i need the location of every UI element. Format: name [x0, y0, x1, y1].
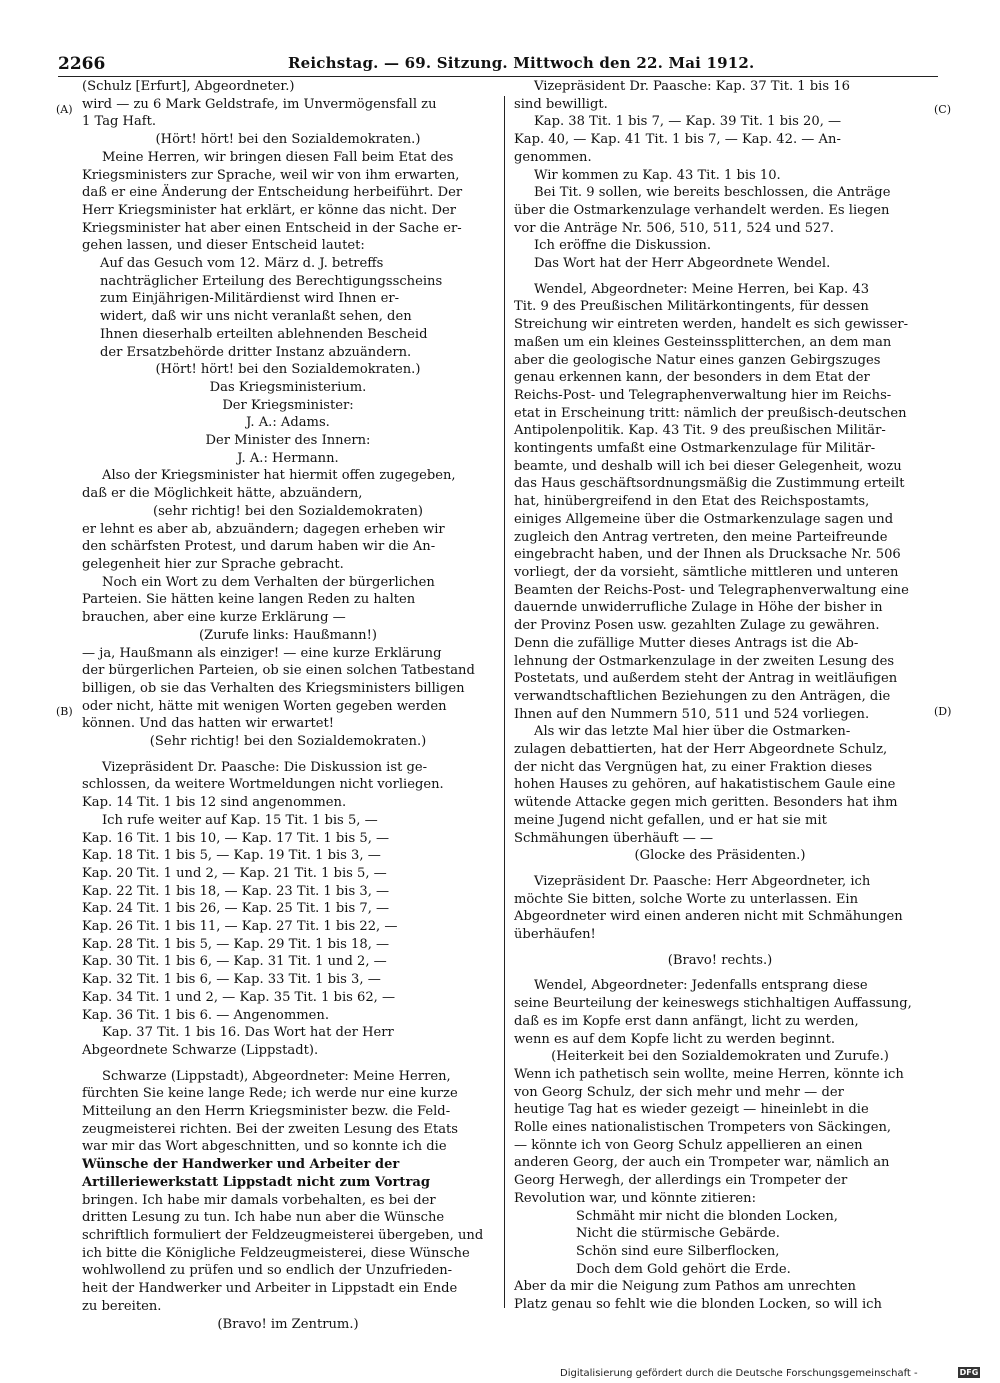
- poem-line: Schön sind eure Silberflocken,: [576, 1244, 780, 1259]
- text-line: Noch ein Wort zu dem Verhalten der bürgerlichen: [102, 574, 435, 590]
- text-line: gehen lassen, und dieser Entscheid lautet:: [82, 238, 365, 254]
- text-line: Kap. 14 Tit. 1 bis 12 sind angenommen.: [82, 795, 347, 811]
- text-line: lehnung der Ostmarkenzulage in der zweiten Lesung des: [514, 653, 895, 669]
- header-rule: [58, 76, 938, 77]
- column-divider: [504, 96, 505, 1308]
- text-line: wohlwollend zu prüfen und so endlich der Unzufrieden-: [82, 1263, 453, 1279]
- text-line: wütende Attacke gegen mich geritten. Besonders hat ihm: [514, 795, 898, 811]
- text-line: wenn es auf dem Kopfe licht zu werden beginnt.: [514, 1031, 836, 1047]
- text-line: Wenn ich pathetisch sein wollte, meine Herren, könnte ich: [514, 1066, 904, 1082]
- text-line: dauernde unwiderrufliche Zulage in Höhe der bisher in: [514, 600, 883, 616]
- text-line: Postetats, und außerdem steht der Antrag in weitläufigen: [514, 671, 898, 687]
- quoted-letter-line: widert, daß wir uns nicht veranlaßt sehen, den: [100, 309, 412, 325]
- text-line: Bei Tit. 9 sollen, wie bereits beschlossen, die Anträge: [534, 185, 891, 201]
- emphasis-line: Wünsche der Handwerker und Arbeiter der: [82, 1157, 400, 1173]
- text-line: Wir kommen zu Kap. 43 Tit. 1 bis 10.: [534, 167, 781, 183]
- budget-line: Kap. 26 Tit. 1 bis 11, — Kap. 27 Tit. 1 bis 22, —: [82, 919, 398, 935]
- quoted-letter-line: nachträglicher Erteilung des Berechtigungsscheins: [100, 273, 443, 289]
- text-line: 1 Tag Haft.: [82, 114, 157, 130]
- signature-line: J. A.: Adams.: [246, 415, 330, 431]
- text-line: bringen. Ich habe mir damals vorbehalten, es bei der: [82, 1192, 436, 1208]
- speaker-line: Wendel, Abgeordneter: Meine Herren, bei Kap. 43: [534, 281, 870, 297]
- text-line: oder nicht, hätte mit wenigen Worten gegeben werden: [82, 698, 447, 714]
- signature-line: Der Minister des Innern:: [205, 433, 371, 449]
- text-line: verwandtschaftlichen Beziehungen zu den Anträgen, die: [514, 688, 891, 704]
- text-line: über die Ostmarkenzulage verhandelt werden. Es liegen: [514, 202, 890, 218]
- text-line: Kriegsministers zur Sprache, weil wir von ihm erwarten,: [82, 167, 460, 183]
- text-line: Platz genau so fehlt wie die blonden Locken, so will ich: [514, 1297, 882, 1313]
- text-line: Als wir das letzte Mal hier über die Ostmarken-: [534, 724, 851, 740]
- poem-line: Doch dem Gold gehört die Erde.: [576, 1261, 791, 1277]
- text-line: Denn die zufällige Mutter dieses Antrags ist die Ab-: [514, 635, 859, 651]
- text-line: seine Beurteilung der keineswegs stichhaltigen Auffassung,: [514, 996, 912, 1012]
- margin-marker-b: (B): [56, 705, 73, 718]
- text-line: daß es im Kopfe erst dann anfängt, licht zu werden,: [514, 1013, 859, 1029]
- text-line: der Provinz Posen usw. gezahlten Zulage zu gewähren.: [514, 618, 880, 634]
- digitization-credit: Digitalisierung gefördert durch die Deutsche Forschungsgemeinschaft -: [560, 1368, 918, 1379]
- text-line: aber die geologische Natur eines ganzen Gebirgszuges: [514, 352, 881, 368]
- text-line: Antipolenpolitik. Kap. 43 Tit. 9 des preußischen Militär-: [514, 423, 886, 439]
- quoted-letter-line: der Ersatzbehörde dritter Instanz abzuändern.: [100, 344, 412, 360]
- text-line: Kap. 37 Tit. 1 bis 16. Das Wort hat der Herr: [102, 1025, 394, 1041]
- speaker-line: Schwarze (Lippstadt), Abgeordneter: Meine Herren,: [102, 1068, 451, 1084]
- text-line: Georg Herwegh, der allerdings ein Trompeter der: [514, 1173, 848, 1189]
- text-line: Abgeordnete Schwarze (Lippstadt).: [82, 1042, 319, 1058]
- text-line: Revolution war, und könnte zitieren:: [514, 1190, 756, 1206]
- text-line: meine Jugend nicht gefallen, und er hat sie mit: [514, 812, 827, 828]
- budget-line: Kap. 16 Tit. 1 bis 10, — Kap. 17 Tit. 1 bis 5, —: [82, 830, 390, 846]
- budget-line: Kap. 34 Tit. 1 und 2, — Kap. 35 Tit. 1 bis 62, —: [82, 989, 396, 1005]
- text-line: ich bitte die Königliche Feldzeugmeisterei, diese Wünsche: [82, 1245, 470, 1261]
- quoted-letter-line: Ihnen dieserhalb erteilten ablehnenden Bescheid: [100, 326, 428, 342]
- right-column: [514, 78, 926, 1314]
- text-line: heit der Handwerker und Arbeiter in Lippstadt ein Ende: [82, 1281, 458, 1297]
- text-line: Ihnen auf den Nummern 510, 511 und 524 vorliegen.: [514, 706, 870, 722]
- text-line: zulagen debattierten, hat der Herr Abgeordnete Schulz,: [514, 742, 888, 758]
- dfg-logo: DFG: [959, 1368, 979, 1377]
- text-line: eingebracht haben, und der Ihnen als Drucksache Nr. 506: [514, 547, 901, 563]
- text-line: Herr Kriegsminister hat erklärt, er könne das nicht. Der: [82, 202, 457, 218]
- text-line: einiges Allgemeine über die Ostmarkenzulage sagen und: [514, 511, 894, 527]
- text-line: Meine Herren, wir bringen diesen Fall beim Etat des: [102, 149, 454, 165]
- interjection: (Zurufe links: Haußmann!): [199, 627, 377, 643]
- text-line: — könnte ich von Georg Schulz appellieren an einen: [514, 1137, 863, 1153]
- budget-line: Kap. 24 Tit. 1 bis 26, — Kap. 25 Tit. 1 bis 7, —: [82, 901, 390, 917]
- text-line: können. Und das hatten wir erwartet!: [82, 716, 335, 732]
- text-line: Streichung wir eintreten werden, handelt es sich gewisser-: [514, 317, 909, 333]
- text-line: der bürgerlichen Parteien, ob sie einen solchen Tatbestand: [82, 663, 475, 679]
- text-line: Parteien. Sie hätten keine langen Reden zu halten: [82, 592, 416, 608]
- text-line: kontingents umfaßt eine Ostmarkenzulage für Militär-: [514, 441, 876, 457]
- interjection: (Bravo! im Zentrum.): [217, 1316, 359, 1332]
- left-column: [82, 78, 494, 1333]
- text-line: hat, hinübergreifend in den Etat des Reichspostamts,: [514, 494, 870, 510]
- budget-line: Kap. 38 Tit. 1 bis 7, — Kap. 39 Tit. 1 bis 20, —: [534, 114, 842, 130]
- text-line: fürchten Sie keine lange Rede; ich werde nur eine kurze: [82, 1086, 458, 1102]
- text-line: maßen um ein kleines Gesteinssplitterchen, an dem man: [514, 334, 892, 350]
- interjection: (Hört! hört! bei den Sozialdemokraten.): [155, 132, 421, 148]
- running-head: Reichstag. — 69. Sitzung. Mittwoch den 22. Mai 1912.: [288, 54, 755, 72]
- text-line: Kriegsminister hat aber einen Entscheid in der Sache er-: [82, 220, 462, 236]
- emphasis-line: Artilleriewerkstatt Lippstadt nicht zum Vortrag: [82, 1174, 430, 1190]
- signature-line: Das Kriegsministerium.: [209, 379, 367, 395]
- budget-line: Kap. 22 Tit. 1 bis 18, — Kap. 23 Tit. 1 bis 3, —: [82, 883, 390, 899]
- margin-marker-a: (A): [56, 103, 73, 116]
- text-line: — ja, Haußmann als einziger! — eine kurze Erklärung: [82, 645, 442, 661]
- text-line: Tit. 9 des Preußischen Militärkontingents, für dessen: [514, 299, 869, 315]
- signature-line: Der Kriegsminister:: [222, 397, 354, 413]
- text-line: Abgeordneter wird einen anderen nicht mit Schmähungen: [514, 909, 903, 925]
- text-line: Das Wort hat der Herr Abgeordnete Wendel.: [534, 256, 831, 272]
- speaker-line: Vizepräsident Dr. Paasche: Kap. 37 Tit. 1 bis 16: [534, 79, 850, 94]
- interjection: (Sehr richtig! bei den Sozialdemokraten.): [149, 734, 427, 750]
- budget-line: Kap. 40, — Kap. 41 Tit. 1 bis 7, — Kap. 42. — An-: [514, 132, 841, 148]
- text-line: Aber da mir die Neigung zum Pathos am unrechten: [514, 1279, 856, 1295]
- budget-line: Kap. 36 Tit. 1 bis 6. — Angenommen.: [82, 1007, 329, 1023]
- margin-marker-c: (C): [934, 103, 951, 116]
- text-line: Reichs-Post- und Telegraphenverwaltung hier im Reichs-: [514, 387, 892, 403]
- text-line: anderen Georg, der auch ein Trompeter war, nämlich an: [514, 1155, 890, 1171]
- budget-line: Kap. 28 Tit. 1 bis 5, — Kap. 29 Tit. 1 bis 18, —: [82, 936, 390, 952]
- text-line: heutige Tag hat es wieder gezeigt — hineinlebt in die: [514, 1102, 869, 1118]
- text-line: Beamten der Reichs-Post- und Telegraphenverwaltung eine: [514, 582, 909, 598]
- signature-line: J. A.: Hermann.: [237, 450, 339, 466]
- text-line: möchte Sie bitten, solche Worte zu unterlassen. Ein: [514, 891, 859, 907]
- text-line: gelegenheit hier zur Sprache gebracht.: [82, 556, 344, 572]
- text-line: das Haus geschäftsordnungsmäßig die Zustimmung erteilt: [514, 476, 905, 492]
- text-line: Rolle eines nationalistischen Trompeters von Säckingen,: [514, 1120, 892, 1136]
- text-line: dritten Lesung zu tun. Ich habe nun aber die Wünsche: [82, 1210, 445, 1226]
- text-line: Also der Kriegsminister hat hiermit offen zugegeben,: [102, 468, 456, 484]
- text-line: zu bereiten.: [82, 1298, 162, 1314]
- budget-line: Kap. 18 Tit. 1 bis 5, — Kap. 19 Tit. 1 bis 3, —: [82, 848, 381, 864]
- poem-line: Nicht die stürmische Gebärde.: [576, 1226, 780, 1242]
- text-line: zugleich den Antrag vertreten, den meine Parteifreunde: [514, 529, 888, 545]
- quoted-letter-line: zum Einjährigen-Militärdienst wird Ihnen er-: [100, 291, 400, 307]
- page-header: [58, 54, 938, 76]
- text-line: genommen.: [514, 149, 592, 165]
- speaker-line: Vizepräsident Dr. Paasche: Die Diskussion ist ge-: [102, 759, 428, 775]
- speaker-running-label: (Schulz [Erfurt], Abgeordneter.): [82, 79, 295, 94]
- text-line: von Georg Schulz, der sich mehr und mehr — der: [514, 1084, 844, 1100]
- interjection: (Hört! hört! bei den Sozialdemokraten.): [155, 362, 421, 378]
- text-line: etat in Erscheinung tritt: nämlich der preußisch-deutschen: [514, 405, 907, 421]
- text-line: hohen Hauses zu gehören, auf hakatistischem Gaule eine: [514, 777, 896, 793]
- text-line: überhäufen!: [514, 927, 596, 943]
- speaker-line: Wendel, Abgeordneter: Jedenfalls entsprang diese: [534, 978, 868, 994]
- text-line: billigen, ob sie das Verhalten des Kriegsministers billigen: [82, 680, 465, 696]
- text-line: Mitteilung an den Herrn Kriegsminister bezw. die Feld-: [82, 1104, 451, 1120]
- page-number: 2266: [58, 54, 106, 74]
- text-line: daß er eine Änderung der Entscheidung herbeiführt. Der: [82, 185, 463, 201]
- budget-line: Kap. 32 Tit. 1 bis 6, — Kap. 33 Tit. 1 bis 3, —: [82, 972, 381, 988]
- interjection: (Bravo! rechts.): [667, 952, 773, 968]
- text-line: beamte, und deshalb will ich bei dieser Gelegenheit, wozu: [514, 458, 902, 474]
- text-line: den schärfsten Protest, und darum haben wir die An-: [82, 539, 436, 555]
- text-line: er lehnt es aber ab, abzuändern; dagegen erheben wir: [82, 521, 445, 537]
- text-line: genau erkennen kann, der besonders in dem Etat der: [514, 370, 870, 386]
- text-line: wird — zu 6 Mark Geldstrafe, im Unvermögensfall zu: [82, 96, 437, 112]
- text-line: Ich rufe weiter auf Kap. 15 Tit. 1 bis 5, —: [102, 812, 378, 828]
- text-line: vorliegt, der da vorsieht, sämtliche mittleren und unteren: [514, 564, 899, 580]
- text-line: schriftlich formuliert der Feldzeugmeisterei übergeben, und: [82, 1228, 484, 1243]
- budget-line: Kap. 30 Tit. 1 bis 6, — Kap. 31 Tit. 1 und 2, —: [82, 954, 387, 970]
- text-line: Schmähungen überhäuft — —: [514, 830, 714, 846]
- text-line: Ich eröffne die Diskussion.: [534, 238, 711, 254]
- text-line: brauchen, aber eine kurze Erklärung —: [82, 610, 346, 626]
- text-line: sind bewilligt.: [514, 96, 608, 112]
- text-line: zeugmeisterei richten. Bei der zweiten Lesung des Etats: [82, 1121, 458, 1137]
- text-line: schlossen, da weitere Wortmeldungen nicht vorliegen.: [82, 777, 444, 793]
- text-line: daß er die Möglichkeit hätte, abzuändern,: [82, 486, 363, 502]
- text-line: vor die Anträge Nr. 506, 510, 511, 524 und 527.: [514, 220, 834, 236]
- speaker-line: Vizepräsident Dr. Paasche: Herr Abgeordneter, ich: [534, 873, 871, 889]
- text-line: war mir das Wort abgeschnitten, und so konnte ich die: [82, 1139, 447, 1155]
- interjection: (Glocke des Präsidenten.): [634, 848, 806, 864]
- margin-marker-d: (D): [934, 705, 952, 718]
- budget-line: Kap. 20 Tit. 1 und 2, — Kap. 21 Tit. 1 bis 5, —: [82, 865, 387, 881]
- interjection: (Heiterkeit bei den Sozialdemokraten und Zurufe.): [551, 1049, 889, 1065]
- quoted-letter-line: Auf das Gesuch vom 12. März d. J. betreffs: [100, 256, 384, 272]
- text-line: der nicht das Vergnügen hat, zu einer Fraktion dieses: [514, 759, 873, 775]
- poem-line: Schmäht mir nicht die blonden Locken,: [576, 1208, 838, 1224]
- interjection: (sehr richtig! bei den Sozialdemokraten): [152, 503, 424, 519]
